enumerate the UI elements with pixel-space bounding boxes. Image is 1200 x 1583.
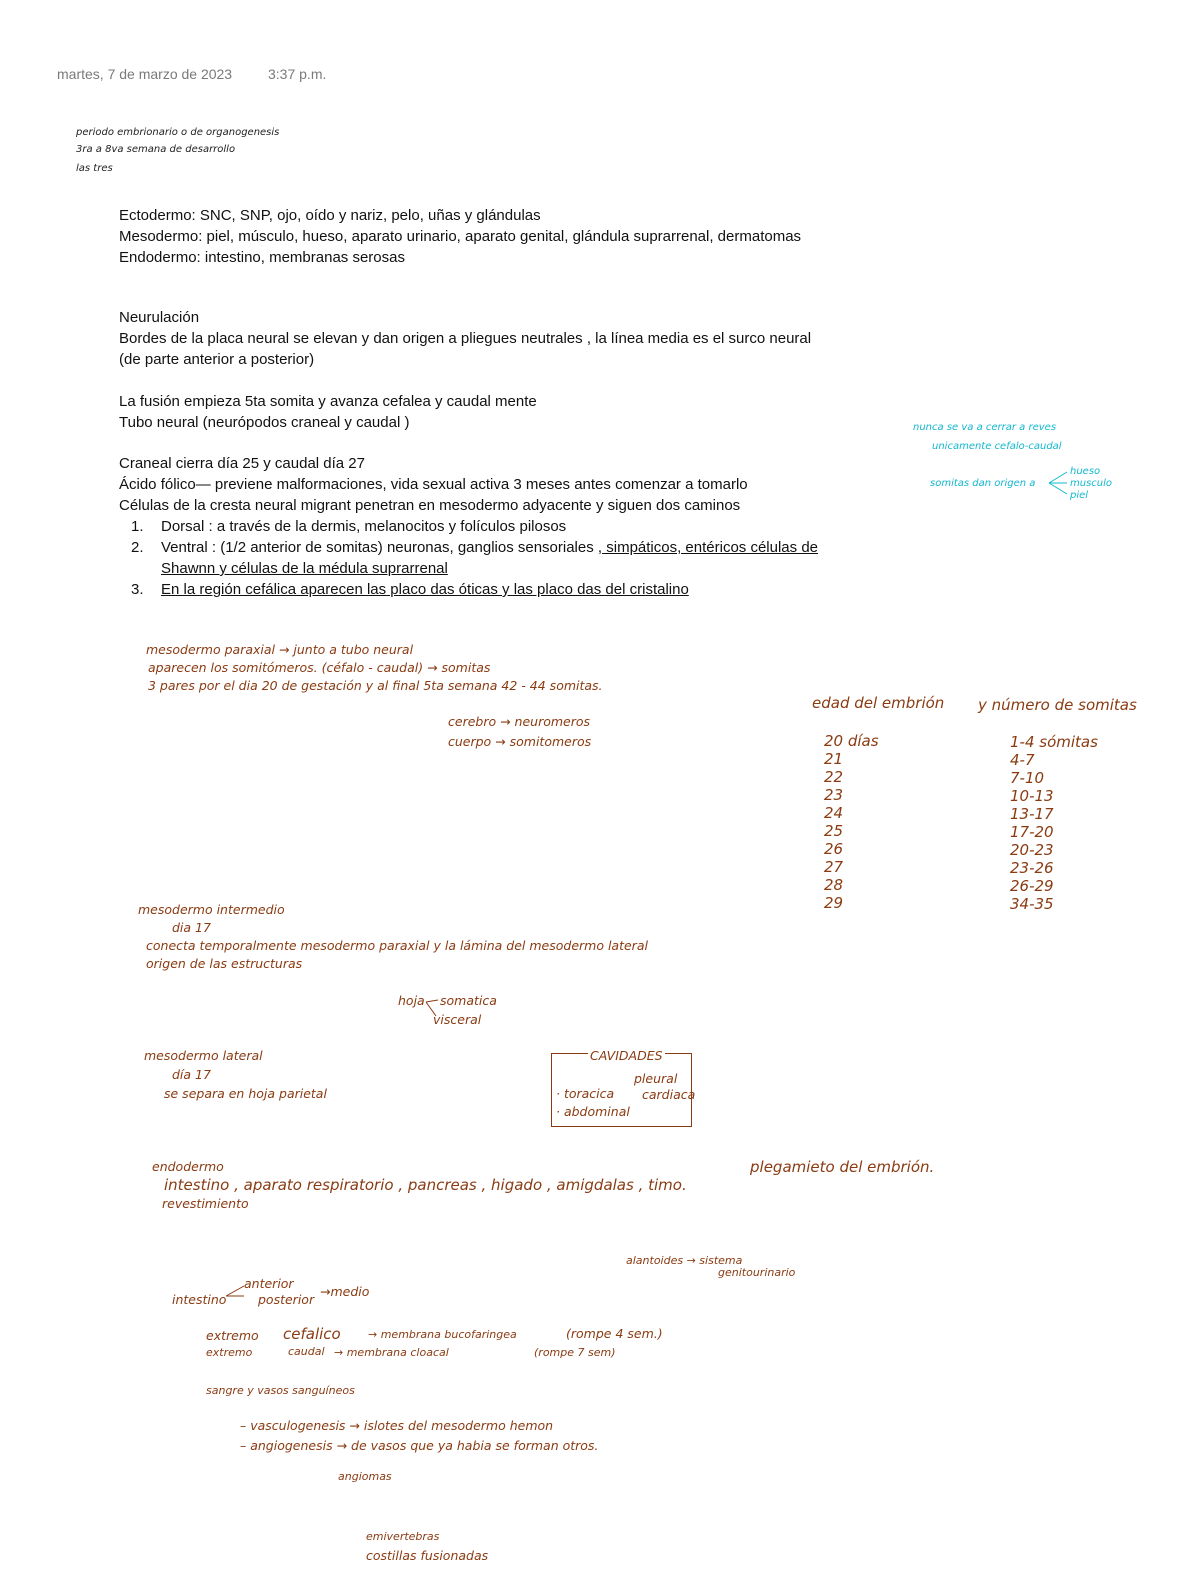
list-item bbox=[119, 579, 818, 600]
intro-line-3: las tres bbox=[76, 163, 113, 174]
table-day: 22 bbox=[824, 768, 844, 786]
note-time: 3:37 p.m. bbox=[268, 66, 327, 82]
paraxial-line-2: aparecen los somitómeros. (céfalo - caudal) → somitas bbox=[148, 660, 491, 675]
table-somites: 1-4 sómitas bbox=[1010, 733, 1098, 751]
neurulation-title: Neurulación bbox=[119, 309, 200, 326]
table-day: 27 bbox=[824, 858, 844, 876]
paraxial-line-3: 3 pares por el dia 20 de gestación y al final 5ta semana 42 - 44 somitas. bbox=[148, 678, 603, 693]
cavity-pleural: pleural bbox=[634, 1071, 678, 1086]
intermediate-line-2: dia 17 bbox=[172, 920, 211, 935]
note-date: martes, 7 de marzo de 2023 bbox=[57, 66, 233, 82]
list-item bbox=[119, 537, 818, 558]
table-day: 28 bbox=[824, 876, 844, 894]
table-somites: 34-35 bbox=[1010, 895, 1054, 913]
intermediate-line-3: conecta temporalmente mesodermo paraxial y la lámina del mesodermo lateral bbox=[146, 938, 648, 953]
rompe-4-semanas: (rompe 4 sem.) bbox=[566, 1326, 663, 1341]
intermediate-line-4: origen de las estructuras bbox=[146, 956, 303, 971]
table-day: 24 bbox=[824, 804, 844, 822]
cyan-branch-hueso: hueso bbox=[1070, 466, 1101, 477]
list-number: 2. bbox=[131, 539, 144, 556]
hoja-somatica: somatica bbox=[440, 993, 497, 1008]
rompe-7-semanas: (rompe 7 sem) bbox=[534, 1346, 616, 1359]
table-title-left: edad del embrión bbox=[812, 694, 945, 712]
table-somites: 20-23 bbox=[1010, 841, 1054, 859]
table-somites: 26-29 bbox=[1010, 877, 1054, 895]
ectoderm-line: Ectodermo: SNC, SNP, ojo, oído y nariz, pelo, uñas y glándulas bbox=[119, 207, 541, 224]
neural-crest-list bbox=[119, 516, 818, 600]
endoderm-line-2: intestino , aparato respiratorio , pancreas , higado , amigdalas , timo. bbox=[164, 1176, 687, 1194]
table-day: 26 bbox=[824, 840, 844, 858]
neurulation-line-4: Tubo neural (neurópodos craneal y caudal ) bbox=[119, 414, 410, 431]
extremo-label-1: extremo bbox=[206, 1328, 259, 1343]
cavities-title: CAVIDADES bbox=[590, 1048, 663, 1063]
paraxial-line-5: cuerpo → somitomeros bbox=[448, 734, 592, 749]
blood-line-2: – vasculogenesis → islotes del mesodermo hemon bbox=[240, 1418, 554, 1433]
cyan-branch-arrows bbox=[1047, 468, 1071, 498]
blood-line-1: sangre y vasos sanguíneos bbox=[206, 1384, 355, 1397]
list-item bbox=[119, 516, 818, 537]
cavity-abdominal: · abdominal bbox=[556, 1104, 630, 1119]
table-day: 21 bbox=[824, 750, 844, 768]
blood-line-6: costillas fusionadas bbox=[366, 1548, 489, 1563]
membrana-cloacal: → membrana cloacal bbox=[334, 1346, 449, 1359]
neurulation-block-3 bbox=[119, 453, 748, 516]
neurulation-line-5: Craneal cierra día 25 y caudal día 27 bbox=[119, 455, 365, 472]
blood-line-3: – angiogenesis → de vasos que ya habia se forman otros. bbox=[240, 1438, 599, 1453]
neurulation-line-6: Ácido fólico— previene malformaciones, vida sexual activa 3 meses antes comenzar a tomarlo bbox=[119, 476, 748, 493]
extremo-label-2: extremo bbox=[206, 1346, 253, 1359]
hoja-label: hoja bbox=[398, 993, 425, 1008]
cyan-note-2: unicamente cefalo-caudal bbox=[932, 441, 1062, 452]
list-text: Ventral : (1/2 anterior de somitas) neuronas, ganglios sensoriales bbox=[161, 539, 598, 556]
hoja-visceral: visceral bbox=[433, 1012, 482, 1027]
lateral-line-3: se separa en hoja parietal bbox=[164, 1086, 327, 1101]
endoderm-line-1: endodermo bbox=[152, 1159, 224, 1174]
list-text-underlined: En la región cefálica aparecen las placo das óticas y las placo das del cristalino bbox=[161, 581, 689, 598]
intestino-label: intestino bbox=[172, 1292, 227, 1307]
endoderm-line-3: revestimiento bbox=[162, 1196, 249, 1211]
intro-line-2: 3ra a 8va semana de desarrollo bbox=[76, 144, 236, 155]
cavity-cardiaca: cardiaca bbox=[642, 1087, 696, 1102]
cyan-branch-musculo: musculo bbox=[1070, 478, 1113, 489]
paraxial-line-1: mesodermo paraxial → junto a tubo neural bbox=[146, 642, 414, 657]
list-text: Dorsal : a través de la dermis, melanocitos y folículos pilosos bbox=[161, 518, 567, 535]
table-somites: 13-17 bbox=[1010, 805, 1054, 823]
endoderm-line: Endodermo: intestino, membranas serosas bbox=[119, 249, 405, 266]
neurulation-line-3: La fusión empieza 5ta somita y avanza cefalea y caudal mente bbox=[119, 393, 537, 410]
list-text-underlined: , simpáticos, entéricos células de bbox=[597, 539, 819, 556]
genitourinario-label: genitourinario bbox=[718, 1266, 796, 1279]
paraxial-line-4: cerebro → neuromeros bbox=[448, 714, 591, 729]
table-somites: 17-20 bbox=[1010, 823, 1054, 841]
blood-line-5: emivertebras bbox=[366, 1530, 440, 1543]
mesoderm-line: Mesodermo: piel, músculo, hueso, aparato urinario, aparato genital, glándula suprarrenal, dermatomas bbox=[119, 228, 802, 245]
table-day: 29 bbox=[824, 894, 844, 912]
cavity-toracica: · toracica bbox=[556, 1086, 615, 1101]
intestino-posterior: posterior bbox=[258, 1292, 315, 1307]
cyan-branch-piel: piel bbox=[1070, 490, 1089, 501]
table-somites: 7-10 bbox=[1010, 769, 1045, 787]
neurulation-line-2: (de parte anterior a posterior) bbox=[119, 351, 315, 368]
table-days-column bbox=[824, 732, 879, 912]
cyan-note-3: somitas dan origen a bbox=[930, 478, 1036, 489]
table-somites: 4-7 bbox=[1010, 751, 1035, 769]
table-somites-column bbox=[1010, 733, 1098, 913]
neurulation-line-7: Células de la cresta neural migrant penetran en mesodermo adyacente y siguen dos caminos bbox=[119, 497, 741, 514]
cyan-note-1: nunca se va a cerrar a reves bbox=[913, 422, 1057, 433]
list-text-underlined: Shawnn y células de la médula suprarrenal bbox=[161, 560, 448, 577]
list-item-continuation bbox=[119, 558, 818, 579]
lateral-line-2: día 17 bbox=[172, 1067, 211, 1082]
table-day: 20 días bbox=[824, 732, 879, 750]
neurulation-block-1 bbox=[119, 307, 811, 370]
intestino-anterior: anterior bbox=[244, 1276, 294, 1291]
intestino-medio: →medio bbox=[320, 1284, 370, 1299]
intro-line-1: periodo embrionario o de organogenesis bbox=[76, 127, 280, 138]
table-day: 25 bbox=[824, 822, 844, 840]
germ-layers-block bbox=[119, 205, 801, 268]
extremo-caudal: caudal bbox=[288, 1345, 325, 1358]
list-number: 3. bbox=[131, 581, 144, 598]
intermediate-line-1: mesodermo intermedio bbox=[138, 902, 285, 917]
table-somites: 10-13 bbox=[1010, 787, 1054, 805]
lateral-line-1: mesodermo lateral bbox=[144, 1048, 263, 1063]
membrana-bucofaringea: → membrana bucofaringea bbox=[368, 1328, 517, 1341]
list-number: 1. bbox=[131, 518, 144, 535]
neurulation-line-1: Bordes de la placa neural se elevan y dan origen a pliegues neutrales , la línea media es el surco neural bbox=[119, 330, 812, 347]
blood-line-4: angiomas bbox=[338, 1470, 392, 1483]
alantoides-line: alantoides → sistema bbox=[626, 1254, 743, 1267]
extremo-cefalico: cefalico bbox=[283, 1325, 341, 1343]
neurulation-block-2 bbox=[119, 391, 537, 433]
table-title-right: y número de somitas bbox=[978, 696, 1137, 714]
table-day: 23 bbox=[824, 786, 844, 804]
table-somites: 23-26 bbox=[1010, 859, 1054, 877]
folding-note: plegamieto del embrión. bbox=[750, 1158, 935, 1176]
